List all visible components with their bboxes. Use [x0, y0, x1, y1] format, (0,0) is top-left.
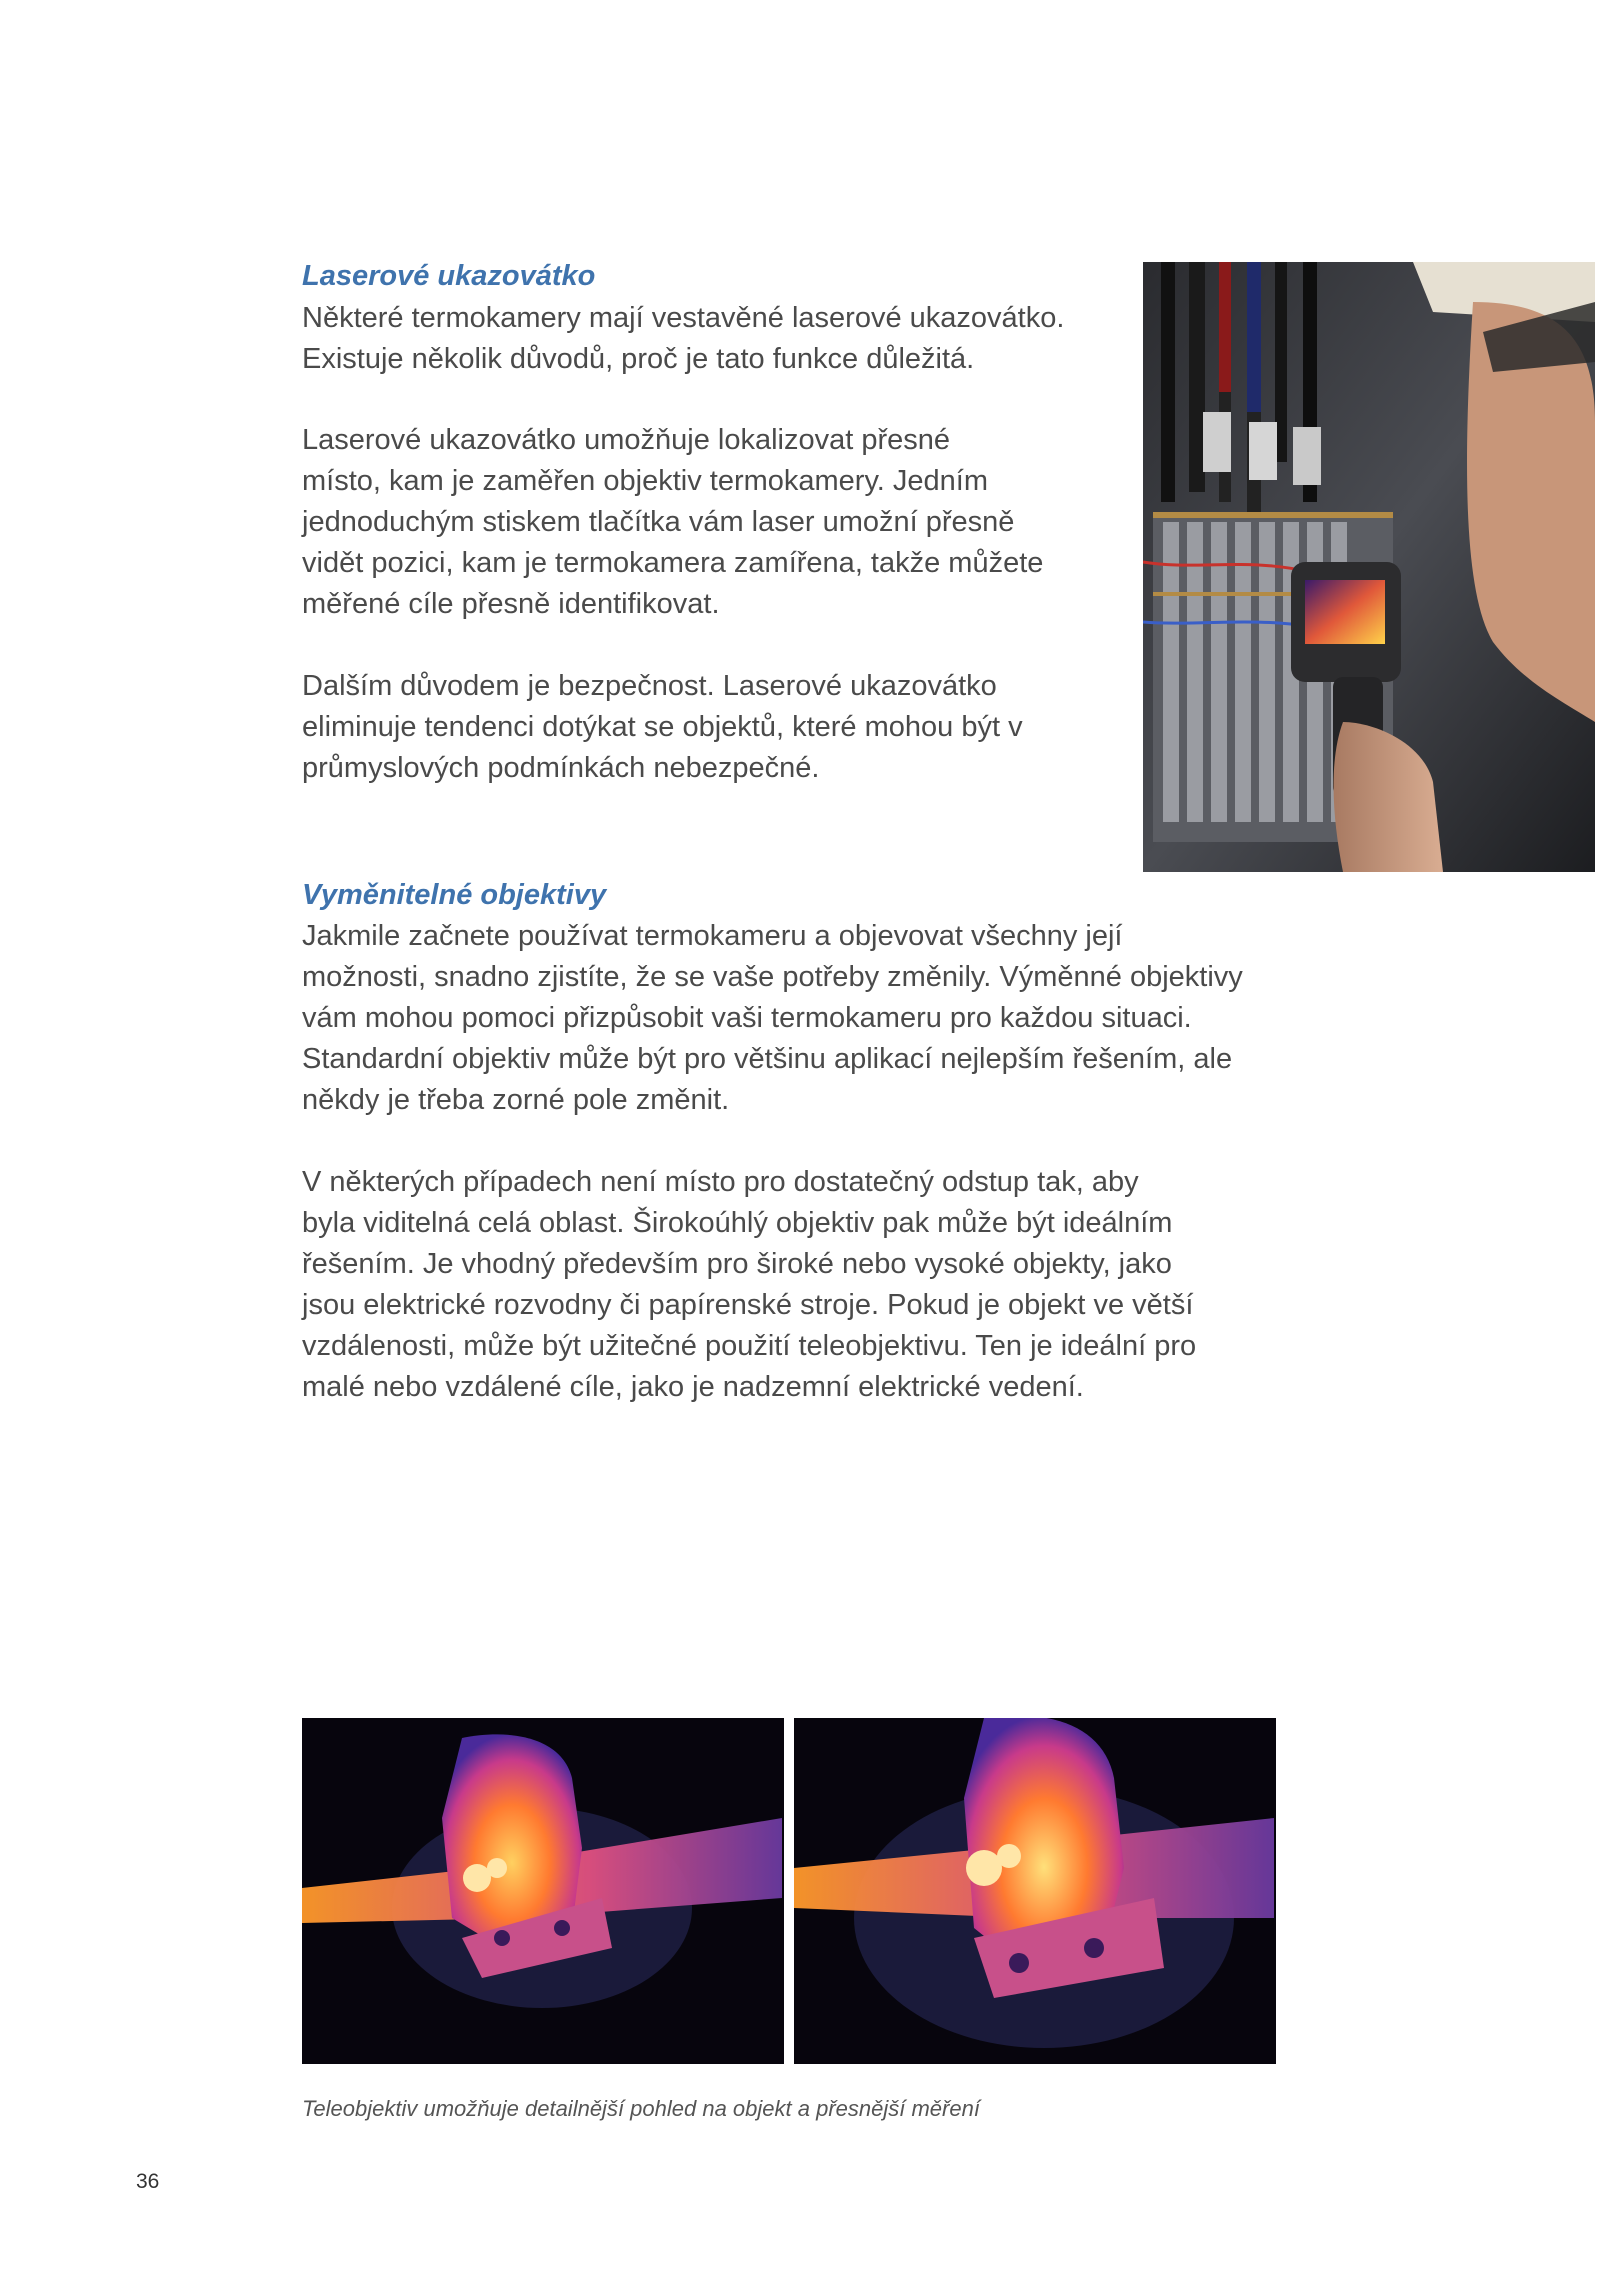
text-line: Standardní objektiv může být pro většinu aplikací nejlepším řešením, ale — [302, 1043, 1233, 1075]
paragraph-laser-location — [302, 420, 1043, 625]
thermal-image-standard-illustration — [302, 1718, 784, 2064]
text-line: průmyslových podmínkách nebezpečné. — [302, 752, 820, 784]
paragraph-lenses-wide-tele — [302, 1162, 1196, 1408]
text-line: místo, kam je zaměřen objektiv termokamery. Jedním — [302, 465, 989, 497]
page-number: 36 — [136, 2170, 160, 2193]
image-caption: Teleobjektiv umožňuje detailnější pohled na objekt a přesnější měření — [302, 2096, 980, 2121]
section-heading-laser: Laserové ukazovátko — [302, 260, 596, 292]
text-line: někdy je třeba zorné pole změnit. — [302, 1084, 730, 1116]
text-line: vidět pozici, kam je termokamera zamířena, takže můžete — [302, 547, 1044, 579]
thermal-image-standard-lens — [302, 1718, 784, 2064]
text-line: vám mohou pomoci přizpůsobit vaši termokameru pro každou situaci. — [302, 1002, 1192, 1034]
paragraph-lenses-intro — [302, 916, 1243, 1121]
text-line: Existuje několik důvodů, proč je tato funkce důležitá. — [302, 343, 975, 375]
text-line: Jakmile začnete používat termokameru a objevovat všechny její — [302, 920, 1123, 952]
text-line: jsou elektrické rozvodny či papírenské stroje. Pokud je objekt ve větší — [302, 1289, 1194, 1321]
text-line: možnosti, snadno zjistíte, že se vaše potřeby změnily. Výměnné objektivy — [302, 961, 1243, 993]
text-line: V některých případech není místo pro dostatečný odstup tak, aby — [302, 1166, 1139, 1198]
thermal-image-telephoto-illustration — [794, 1718, 1276, 2064]
text-line: Laserové ukazovátko umožňuje lokalizovat přesné — [302, 424, 951, 456]
paragraph-laser-safety — [302, 666, 1023, 789]
text-line: eliminuje tendenci dotýkat se objektů, které mohou být v — [302, 711, 1023, 743]
paragraph-laser-intro — [302, 298, 1064, 380]
text-line: byla viditelná celá oblast. Širokoúhlý objektiv pak může být ideálním — [302, 1207, 1173, 1239]
text-line: jednoduchým stiskem tlačítka vám laser umožní přesně — [302, 506, 1015, 538]
cabinet-photo-illustration — [1143, 262, 1595, 872]
text-line: Dalším důvodem je bezpečnost. Laserové ukazovátko — [302, 670, 997, 702]
text-line: řešením. Je vhodný především pro široké nebo vysoké objekty, jako — [302, 1248, 1172, 1280]
thermal-camera-cabinet-photo — [1143, 262, 1595, 872]
thermal-image-telephoto-lens — [794, 1718, 1276, 2064]
section-heading-lenses: Vyměnitelné objektivy — [302, 879, 607, 911]
text-line: malé nebo vzdálené cíle, jako je nadzemní elektrické vedení. — [302, 1371, 1084, 1403]
text-line: Některé termokamery mají vestavěné laserové ukazovátko. — [302, 302, 1065, 334]
text-line: měřené cíle přesně identifikovat. — [302, 588, 720, 620]
text-line: vzdálenosti, může být užitečné použití teleobjektivu. Ten je ideální pro — [302, 1330, 1197, 1362]
